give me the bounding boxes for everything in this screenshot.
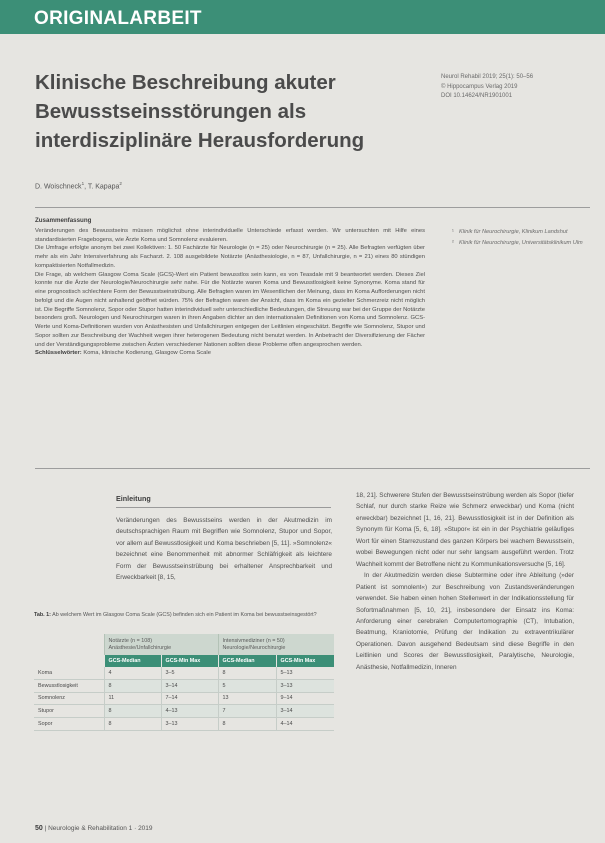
affiliations — [452, 228, 592, 249]
table-cell: 3–14 — [276, 705, 334, 718]
table-group-row — [34, 634, 334, 655]
table-group-intensive: Intensivmediziner (n = 50) Neurologie/Neurochirurgie — [218, 634, 334, 655]
abstract-heading: Zusammenfassung — [35, 217, 92, 224]
table-cell: 9–14 — [276, 692, 334, 705]
table-row-label: Sopor — [34, 718, 104, 731]
table-cell: 7–14 — [161, 692, 218, 705]
banner-label: ORIGINALARBEIT — [34, 8, 202, 29]
page-footer — [35, 825, 153, 832]
table-row — [34, 692, 334, 705]
author-line — [35, 181, 122, 190]
table-cell: 3–5 — [161, 667, 218, 679]
body-column-right — [356, 490, 574, 673]
table-cell: 5–13 — [276, 667, 334, 679]
table-cell: 11 — [104, 692, 161, 705]
citation-doi: DOI 10.14624/NR1901001 — [441, 93, 513, 99]
table-row — [34, 718, 334, 731]
table-header-cell: GCS-Median — [218, 655, 276, 667]
table-cell: 4 — [104, 667, 161, 679]
affiliation-text: Klinik für Neurochirurgie, Universitätsklinikum Ulm — [459, 239, 583, 246]
affiliation-mark: ¹ — [452, 229, 454, 235]
body-column-left — [116, 515, 332, 584]
section-heading: Einleitung — [116, 494, 151, 503]
table-header-cell: GCS-Median — [104, 655, 161, 667]
table-cell: 13 — [218, 692, 276, 705]
table-row-label: Somnolenz — [34, 692, 104, 705]
table-cell: 3–13 — [161, 718, 218, 731]
abstract-paragraph: Die Umfrage erfolgte anonym bei zwei Kollektiven: 1. 50 Fachärzte für Neurologie (n = 25) oder Neurochirurgie (n = 25). Alle Befragten verfügten über mehr als ein Jahr Intensiverfahrung als Facharzt. 2. 108 ausgebildete Notärzte (Anästhesiologie, n = 87, Unfallchirurgie, n = 21) eines 80 stündigen kompaktisierten Notfallmedizin. — [35, 245, 425, 269]
author-name: T. Kapapa — [87, 183, 120, 191]
affiliation-text: Klinik für Neurochirurgie, Klinikum Landshut — [459, 229, 568, 235]
author-affil-mark: 2 — [119, 181, 122, 186]
table-row — [34, 679, 334, 692]
table-cell: 8 — [104, 705, 161, 718]
table-corner — [34, 634, 104, 655]
table-cell: 4–14 — [276, 718, 334, 731]
table-header-blank — [34, 655, 104, 667]
keywords-label: Schlüsselwörter: — [35, 350, 82, 357]
table-caption-label: Tab. 1: — [34, 612, 51, 618]
affiliation-item — [452, 239, 592, 248]
gcs-table — [34, 634, 334, 731]
abstract — [35, 217, 425, 358]
table-cell: 8 — [104, 679, 161, 692]
table-row — [34, 705, 334, 718]
table-caption — [34, 612, 334, 619]
affiliation-item — [452, 228, 592, 237]
table-header-row — [34, 655, 334, 667]
body-paragraph: Veränderungen des Bewusstseins werden in der Akutmedizin im deutschsprachigen Raum mit Begriffen wie Somnolenz, Stupor und Sopor, vor allem auf Bewusstlosigkeit und Koma beschrieben [5, 11]. »Somnolenz« bezeichnet eine Benommenheit mit abnormer Schläfrigkeit als leichtere Form der Bewusstseinstrübung bei erhaltener Ansprechbarkeit und Erweckbarkeit [8, 15, — [116, 517, 332, 582]
article-title — [35, 68, 415, 155]
citation-block — [441, 73, 601, 102]
table-cell: 4–13 — [161, 705, 218, 718]
author-affil-mark: 1 — [81, 181, 85, 186]
table-header-cell: GCS-Min Max — [276, 655, 334, 667]
body-paragraph: In der Akutmedizin werden diese Subtermine oder ihre Ableitung (»der Patient ist somnolent«) zur Beschreibung von Zustandsveränderungen verwendet. Sie haben einen hohen Stellenwert in der Indikationsstellung für Sofortmaßnahmen [5, 10, 21], insbesondere der Einsatz ins Koma: Anforderung einer cerebralen Computertomographie (CT), Intubation, Beatmung, Kraniotomie, Prüfung der Indikation zu extraventrikulärer Operationen. Davon ausgehend Bedeutsam sind diese Begriffe in den Leitlinien und Scores der Bewusstlosigkeit, Paralytische, Neurologie, Anästhesie, Notfallmedizin, Inneren — [356, 572, 574, 671]
table-row-label: Bewusstlosigkeit — [34, 679, 104, 692]
table-row — [34, 667, 334, 679]
citation-journal: Neurol Rehabil 2019; 25(1): 50–56 — [441, 74, 534, 80]
keywords-text: Koma, klinische Kodierung, Glasgow Coma Scale — [81, 350, 211, 357]
title-line: Klinische Beschreibung akuter — [35, 71, 336, 94]
author-name: D. Woischneck — [35, 183, 82, 191]
table-cell: 8 — [218, 718, 276, 731]
table-row-label: Stupor — [34, 705, 104, 718]
affiliation-mark: ² — [452, 239, 454, 246]
table-cell: 3–14 — [161, 679, 218, 692]
abstract-paragraph: Die Frage, ab welchem Glasgow Coma Scale (GCS)-Wert ein Patient bewusstlos sein kann, es von Teasdale mit 9 beantwortet werden. Dieses Ziel konnte nur die Ärzte der Neurologie/Neurochirurgie sehr nahe. Für die Notärzte waren Koma und Bewusstlosigkeit keine Synonyme. Koma stand für eine prognostisch schlechtere Form der Bewusstseinstrübung. Alle Befragten waren im Wesentlichen der Meinung, dass im Koma Aufforderungen nicht befolgt und die Augen nicht anhaltend geöffnet würden. 75% der Befragten waren der Ansicht, dass im Koma ein gezielter Schmerzreiz nicht möglich ist. Die Begriffe Somnolenz, Sopor oder Stupor hatten interindividuell sehr unterschiedliche Bedeutungen, die Streuung war bei der Gruppe der Notärzte besonders groß. Neurologen und Neurochirurgen waren in ihren Angaben dichter an den internationalen Definitionen von Koma und Somnolenz. GCS-Werte und Koma-Definitionen wurden von Anästhesisten und Unfallchirurgen entgegen der Leitlinien eingeschätzt. Begriffe wie Somnolenz, Stupor und Sopor sollten zur Beschreibung der Wachheit wegen ihrer heterogenen Bedeutung nicht benutzt werden. In Anbetracht der Diversifizierung der Fächer und der Verständigungsprobleme zwischen Ärzten verschiedener Nationen sollten diese Probleme offen angesprochen werden. — [35, 271, 425, 348]
title-line: interdisziplinäre Herausforderung — [35, 129, 365, 152]
table-cell: 7 — [218, 705, 276, 718]
table-cell: 8 — [218, 667, 276, 679]
journal-issue: | Neurologie & Rehabilitation 1 · 2019 — [42, 825, 153, 832]
title-line: Bewusstseinsstörungen als — [35, 100, 307, 123]
section-rule — [116, 507, 331, 508]
table-cell: 8 — [104, 718, 161, 731]
table-header-cell: GCS-Min Max — [161, 655, 218, 667]
table-cell: 5 — [218, 679, 276, 692]
divider — [35, 207, 590, 208]
table-caption-text: Ab welchem Wert im Glasgow Coma Scale (GCS) befinden sich ein Patient im Koma bei bewusstseinsgestört? — [50, 612, 317, 618]
table-row-label: Koma — [34, 667, 104, 679]
table-group-emergency: Notärzte (n = 108) Anästhesie/Unfallchirurgie — [104, 634, 218, 655]
divider — [35, 468, 590, 469]
citation-copyright: © Hippocampus Verlag 2019 — [441, 83, 518, 90]
page-number: 50 — [35, 825, 43, 832]
keywords — [35, 349, 425, 358]
section-banner — [0, 0, 605, 34]
author-separator: , — [84, 183, 88, 191]
table-cell: 3–13 — [276, 679, 334, 692]
body-paragraph: 18, 21]. Schwerere Stufen der Bewusstseinstrübung werden als Sopor (tiefer Schlaf, nur durch starke Reize wie Schmerz erweckbar) und Koma (nicht erweckbar) bezeichnet [1, 16, 21]. Bewusstlosigkeit ist in der Definition als Synonym für Koma [5, 6, 18]. »Stupor« ist ein in der Psychiatrie geläufiges Wort für einen Starrezustand des ganzen Körpers bei wachem Bewusstsein, wobei Bewegungen nicht oder nur sehr langsam ausgeführt werden. Trotz Wachheit kommt der Betroffene nicht zu Kommunikationsversuche [5, 16]. — [356, 492, 574, 568]
abstract-paragraph: Veränderungen des Bewusstseins müssen möglichst ohne interindividuelle Unterschiede erfasst werden. Wir untersuchten mit Hilfe eines standardisierten Fragebogens, wie Ärzte Koma und Somnolenz evaluieren. — [35, 227, 425, 243]
